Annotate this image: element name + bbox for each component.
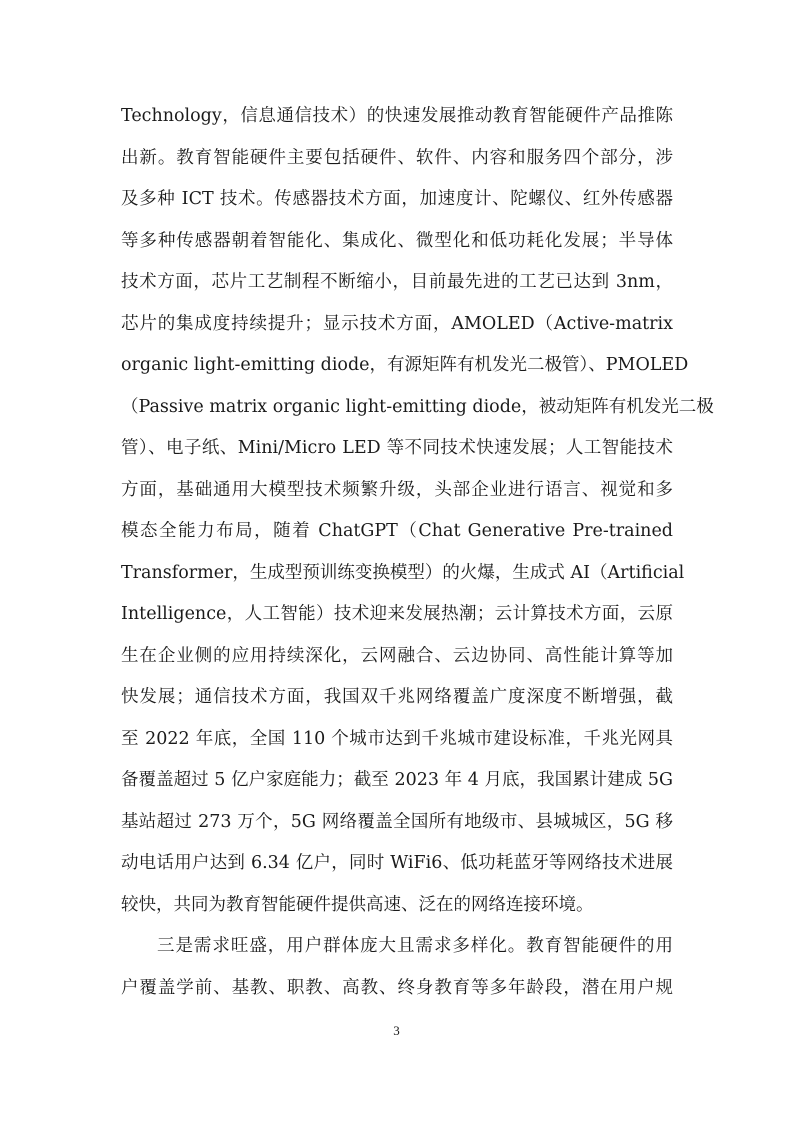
text-line: 三是需求旺盛，用户群体庞大且需求多样化。教育智能硬件的用 <box>157 936 673 956</box>
text-line: 等多种传感器朝着智能化、集成化、微型化和低功耗化发展；半导体 <box>121 230 673 251</box>
text-line: 技术方面，芯片工艺制程不断缩小，目前最先进的工艺已达到 3nm， <box>121 272 673 292</box>
text-line: Transformer，生成型预训练变换模型）的火爆，生成式 AI（Artificial <box>121 562 685 583</box>
text-line: Technology，信息通信技术）的快速发展推动教育智能硬件产品推陈 <box>121 106 673 126</box>
text-line: Intelligence，人工智能）技术迎来发展热潮；云计算技术方面，云原 <box>121 604 673 624</box>
text-line: 动电话用户达到 6.34 亿户，同时 WiFi6、低功耗蓝牙等网络技术进展 <box>121 853 673 873</box>
text-line: 模态全能力布局，随着 ChatGPT（Chat Generative Pre-trained <box>121 521 673 541</box>
text-line: 户覆盖学前、基教、职教、高教、终身教育等多年龄段，潜在用户规 <box>121 977 673 998</box>
page-number: 3 <box>393 1023 400 1038</box>
paragraph-demand <box>121 926 673 1009</box>
text-line: 至 2022 年底，全国 110 个城市达到千兆城市建设标准，千兆光网具 <box>121 728 673 749</box>
text-line: 及多种 ICT 技术。传感器技术方面，加速度计、陀螺仪、红外传感器 <box>121 189 673 209</box>
text-line: 出新。教育智能硬件主要包括硬件、软件、内容和服务四个部分，涉 <box>121 147 673 168</box>
text-line: 生在企业侧的应用持续深化，云网融合、云边协同、高性能计算等加 <box>121 645 673 666</box>
text-line: 较快，共同为教育智能硬件提供高速、泛在的网络连接环境。 <box>121 894 594 915</box>
text-line: 芯片的集成度持续提升；显示技术方面，AMOLED（Active-matrix <box>121 313 673 334</box>
text-line: （Passive matrix organic light-emitting diode，被动矩阵有机发光二极 <box>121 396 714 417</box>
text-line: 基站超过 273 万个，5G 网络覆盖全国所有地级市、县城城区，5G 移 <box>121 811 673 832</box>
body-text <box>121 96 714 1009</box>
text-line: 备覆盖超过 5 亿户家庭能力；截至 2023 年 4 月底，我国累计建成 5G <box>121 770 673 790</box>
text-line: 方面，基础通用大模型技术频繁升级，头部企业进行语言、视觉和多 <box>121 479 673 500</box>
text-line: 快发展；通信技术方面，我国双千兆网络覆盖广度深度不断增强，截 <box>121 687 673 707</box>
text-line: 管）、电子纸、Mini/Micro LED 等不同技术快速发展；人工智能技术 <box>121 438 673 458</box>
text-line: organic light-emitting diode，有源矩阵有机发光二极管）、PMOLED <box>121 355 689 375</box>
paragraph-tech-development <box>121 96 714 926</box>
